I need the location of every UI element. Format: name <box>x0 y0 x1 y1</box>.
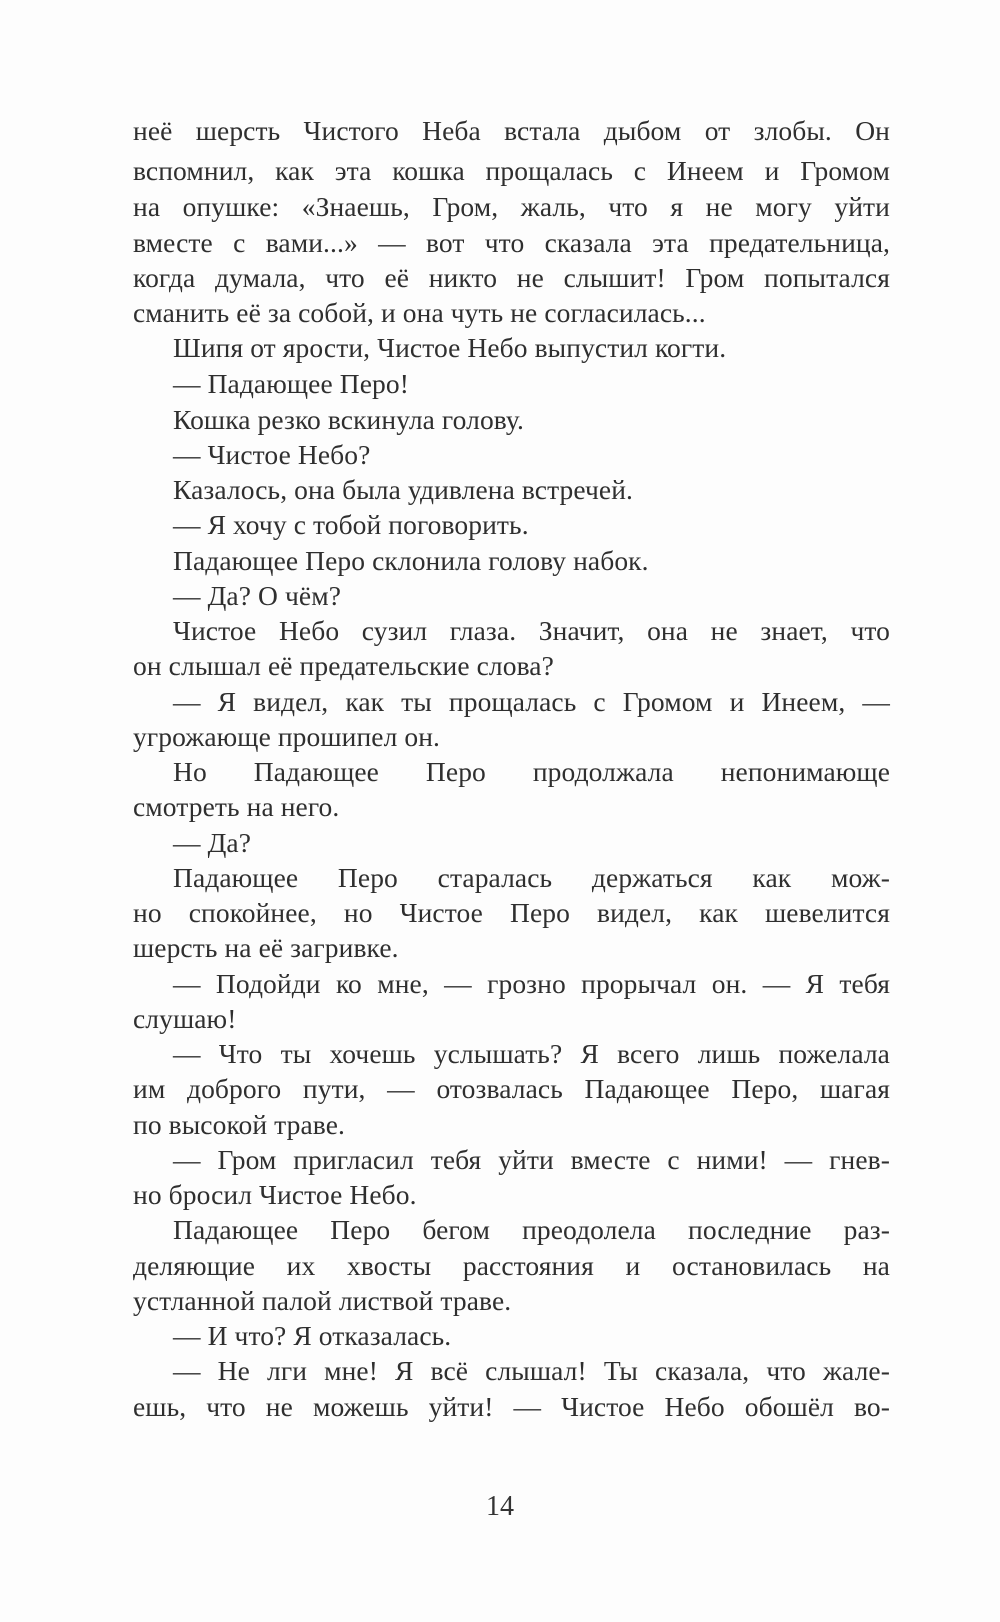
text-line-4: вместе с вами...» — вот что сказала эта предательница, <box>133 227 890 258</box>
text-line-5: когда думала, что её никто не слышит! Гром попытался <box>133 262 890 293</box>
text-line-10: — Чистое Небо? <box>173 439 371 470</box>
text-line-36: — Не лги мне! Я всё слышал! Ты сказала, что жале- <box>173 1355 890 1386</box>
text-line-15: Чистое Небо сузил глаза. Значит, она не знает, что <box>173 615 890 646</box>
text-line-8: — Падающее Перо! <box>173 368 409 399</box>
text-line-18: угрожающе прошипел он. <box>133 721 441 752</box>
text-line-3: на опушке: «Знаешь, Гром, жаль, что я не могу уйти <box>133 191 890 222</box>
text-line-32: Падающее Перо бегом преодолела последние раз- <box>173 1214 890 1245</box>
text-line-33: деляющие их хвосты расстояния и остановилась на <box>133 1250 890 1281</box>
text-line-25: — Подойди ко мне, — грозно прорычал он. — Я тебя <box>173 968 890 999</box>
text-line-34: устланной палой листвой траве. <box>133 1285 512 1316</box>
text-line-1: неё шерсть Чистого Неба встала дыбом от злобы. Он <box>133 115 890 146</box>
text-line-20: смотреть на него. <box>133 791 340 822</box>
text-line-28: им доброго пути, — отозвалась Падающее Перо, шагая <box>133 1073 890 1104</box>
text-line-2: вспомнил, как эта кошка прощалась с Инеем и Громом <box>133 155 890 186</box>
text-line-6: сманить её за собой, и она чуть не согласилась... <box>133 297 706 328</box>
text-line-22: Падающее Перо старалась держаться как мож- <box>173 862 890 893</box>
text-line-23: но спокойнее, но Чистое Перо видел, как шевелится <box>133 897 890 928</box>
text-line-31: но бросил Чистое Небо. <box>133 1179 417 1210</box>
page-number: 14 <box>486 1491 514 1522</box>
text-line-37: ешь, что не можешь уйти! — Чистое Небо обошёл во- <box>133 1391 890 1422</box>
text-line-16: он слышал её предательские слова? <box>133 650 554 681</box>
text-line-19: Но Падающее Перо продолжала непонимающе <box>173 756 890 787</box>
text-line-27: — Что ты хочешь услышать? Я всего лишь пожелала <box>173 1038 890 1069</box>
text-line-21: — Да? <box>173 827 252 858</box>
text-line-14: — Да? О чём? <box>173 580 341 611</box>
text-line-30: — Гром пригласил тебя уйти вместе с ними! — гнев- <box>173 1144 890 1175</box>
text-line-35: — И что? Я отказалась. <box>173 1320 452 1351</box>
text-line-29: по высокой траве. <box>133 1109 345 1140</box>
text-line-24: шерсть на её загривке. <box>133 932 399 963</box>
text-line-11: Казалось, она была удивлена встречей. <box>173 474 634 505</box>
text-line-17: — Я видел, как ты прощалась с Громом и Инеем, — <box>173 686 890 717</box>
text-line-12: — Я хочу с тобой поговорить. <box>173 509 529 540</box>
text-line-7: Шипя от ярости, Чистое Небо выпустил когти. <box>173 332 727 363</box>
text-line-26: слушаю! <box>133 1003 237 1034</box>
text-line-13: Падающее Перо склонила голову набок. <box>173 545 649 576</box>
text-line-9: Кошка резко вскинула голову. <box>173 404 525 435</box>
